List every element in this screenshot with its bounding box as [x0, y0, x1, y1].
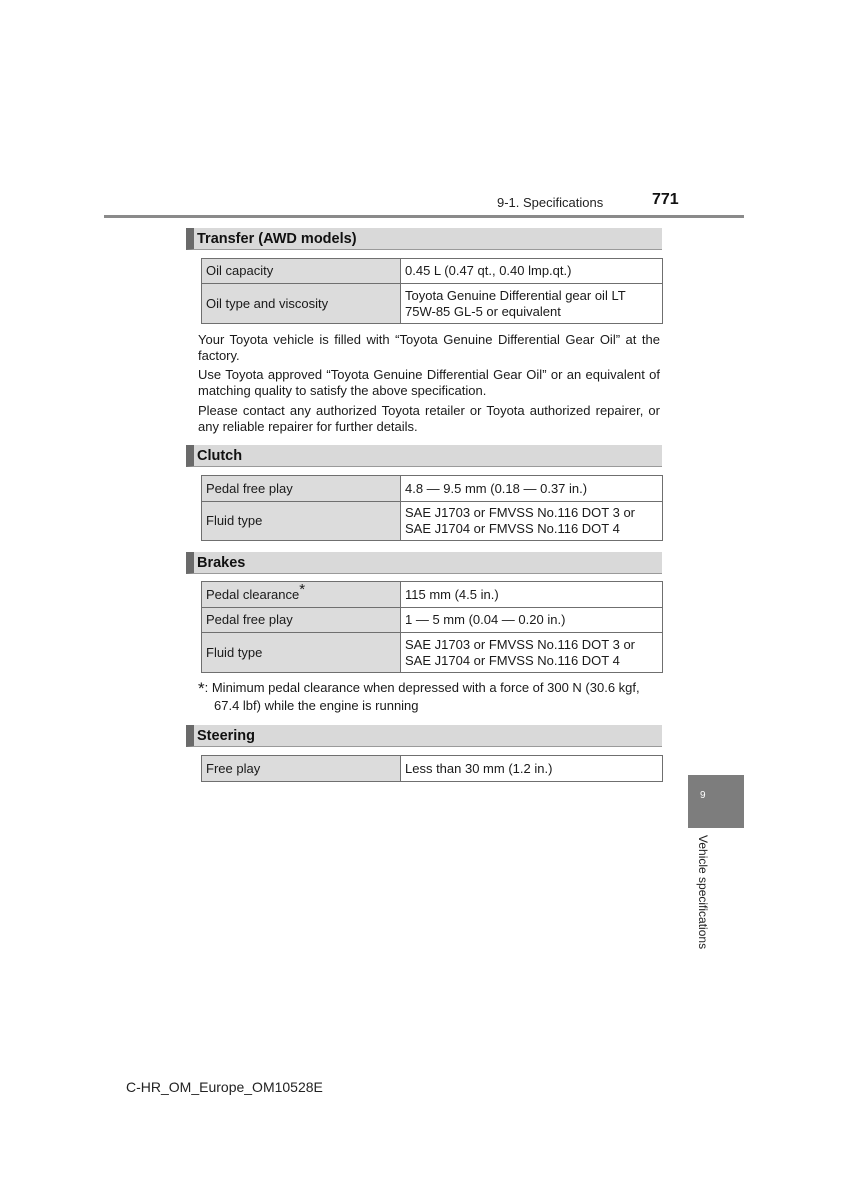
body-paragraph: Use Toyota approved “Toyota Genuine Differential Gear Oil” or an equivalent of matching quality to satisfy the above specification. [198, 367, 660, 398]
spec-value-line: SAE J1704 or FMVSS No.116 DOT 4 [405, 521, 620, 536]
table-row [202, 582, 663, 608]
footnote [198, 679, 660, 714]
header-divider [104, 215, 744, 218]
body-paragraph: Please contact any authorized Toyota retailer or Toyota authorized repairer, or any reliable repairer for further details. [198, 403, 660, 434]
clutch-spec-table [201, 475, 663, 541]
page-number: 771 [652, 191, 679, 208]
chapter-number: 9 [700, 790, 706, 801]
table-row [202, 502, 663, 541]
table-row [202, 756, 663, 782]
spec-value: 115 mm (4.5 in.) [401, 582, 663, 608]
spec-label: Fluid type [202, 633, 401, 673]
footnote-marker: * [299, 580, 306, 598]
section-heading-transfer [186, 228, 662, 250]
footnote-text: : Minimum pedal clearance when depressed with a force of 300 N (30.6 kgf, [204, 680, 640, 695]
section-title: Transfer (AWD models) [197, 231, 357, 247]
section-heading-steering [186, 725, 662, 747]
chapter-tab [688, 775, 744, 828]
transfer-spec-table [201, 258, 663, 324]
spec-value: 1 — 5 mm (0.04 — 0.20 in.) [401, 608, 663, 633]
spec-label: Oil type and viscosity [202, 284, 401, 324]
spec-value-line: 75W-85 GL-5 or equivalent [405, 303, 561, 319]
spec-label: Pedal free play [202, 476, 401, 502]
spec-value: 4.8 — 9.5 mm (0.18 — 0.37 in.) [401, 476, 663, 502]
section-title: Clutch [197, 448, 243, 464]
spec-value: 0.45 L (0.47 qt., 0.40 lmp.qt.) [401, 259, 663, 284]
table-row [202, 284, 663, 324]
spec-value-line: Toyota Genuine Differential gear oil LT [405, 287, 626, 303]
spec-value [401, 284, 663, 324]
table-row [202, 608, 663, 633]
spec-value [401, 633, 663, 673]
section-title: Brakes [197, 555, 246, 571]
spec-label: Oil capacity [202, 259, 401, 284]
footnote-text: 67.4 lbf) while the engine is running [214, 698, 419, 713]
steering-spec-table [201, 755, 663, 782]
section-heading-brakes [186, 552, 662, 574]
spec-label: Pedal free play [202, 608, 401, 633]
table-row [202, 259, 663, 284]
spec-value-line: SAE J1703 or FMVSS No.116 DOT 3 or [405, 505, 636, 520]
section-title: Steering [197, 728, 256, 744]
spec-label [202, 582, 401, 608]
running-header-section: 9-1. Specifications [497, 195, 604, 210]
body-paragraph: Your Toyota vehicle is filled with “Toyota Genuine Differential Gear Oil” at the factory. [198, 332, 660, 363]
section-heading-clutch [186, 445, 662, 467]
table-row [202, 633, 663, 673]
spec-value: Less than 30 mm (1.2 in.) [401, 756, 663, 782]
document-code: C-HR_OM_Europe_OM10528E [126, 1079, 323, 1095]
chapter-title: Vehicle specifications [696, 835, 710, 950]
spec-label: Fluid type [202, 502, 401, 541]
spec-label-text: Pedal clearance [206, 586, 300, 602]
brakes-spec-table [201, 581, 663, 673]
spec-value-line: SAE J1703 or FMVSS No.116 DOT 3 or [405, 636, 636, 652]
spec-value-line: SAE J1704 or FMVSS No.116 DOT 4 [405, 652, 620, 668]
footnote-marker: * [198, 679, 205, 698]
spec-label: Free play [202, 756, 401, 782]
spec-value [401, 502, 663, 541]
table-row [202, 476, 663, 502]
